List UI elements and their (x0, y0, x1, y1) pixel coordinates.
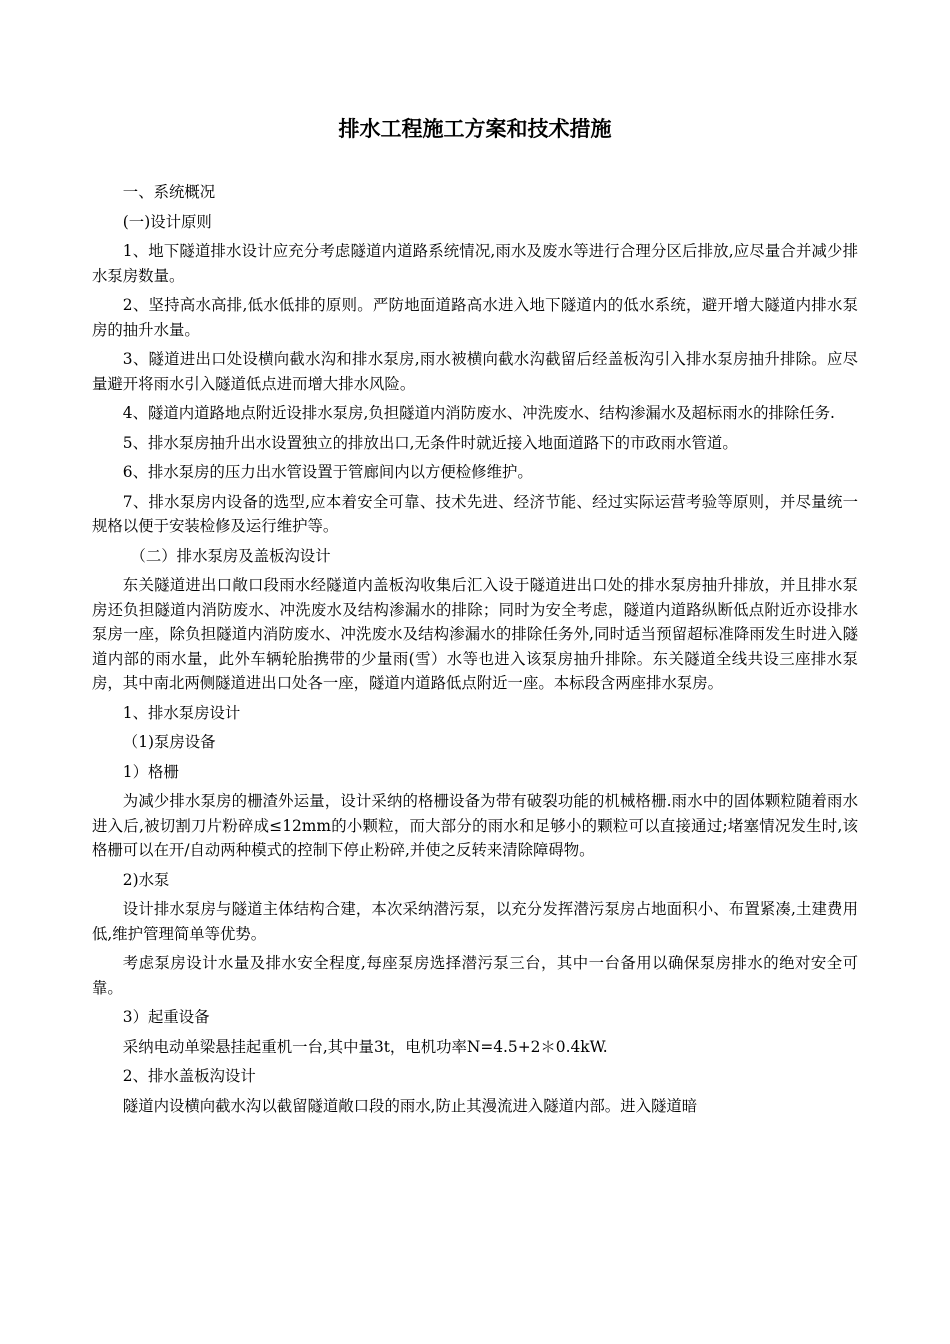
body-paragraph: 4、隧道内道路地点附近设排水泵房,负担隧道内消防废水、冲洗废水、结构渗漏水及超标雨水的排除任务. (122, 404, 835, 422)
document-page (92, 0, 858, 1344)
body-paragraph: 设计排水泵房与隧道主体结构合建，本次采纳潜污泵，以充分发挥潜污泵房占地面积小、布置紧凑,土建费用低,维护管理简单等优势。 (92, 900, 858, 943)
section-heading: 一、系统概况 (122, 183, 216, 201)
item-heading: 1、排水泵房设计 (122, 703, 241, 722)
body-paragraph: 隧道内设横向截水沟以截留隧道敞口段的雨水,防止其漫流进入隧道内部。进入隧道暗 (122, 1096, 698, 1115)
item-heading: （1)泵房设备 (122, 733, 216, 751)
body-paragraph: 5、排水泵房抽升出水设置独立的排放出口,无条件时就近接入地面道路下的市政雨水管道。 (122, 433, 738, 452)
body-paragraph: 东关隧道进出口敞口段雨水经隧道内盖板沟收集后汇入设于隧道进出口处的排水泵房抽升排放，并且排水泵房还负担隧道内消防废水、冲洗废水及结构渗漏水的排除；同时为安全考虑，隧道内道路纵断低点附近亦设排水泵房一座，除负担隧道内消防废水、冲洗废水及结构渗漏水的排除任务外,同时适当预留超标准降雨发生时进入隧道内部的雨水量，此外车辆轮胎携带的少量雨(雪）水等也进入该泵房抽升排除。东关隧道全线共设三座排水泵房，其中南北两侧隧道进出口处各一座，隧道内道路低点附近一座。本标段含两座排水泵房。 (92, 576, 858, 692)
subsection-heading: (一)设计原则 (122, 212, 212, 231)
item-heading: 1）格栅 (122, 762, 179, 781)
body-paragraph: 1、地下隧道排水设计应充分考虑隧道内道路系统情况,雨水及废水等进行合理分区后排放,应尽量合并减少排水泵房数量。 (92, 242, 858, 285)
document-body (92, 180, 858, 1123)
body-paragraph: 采纳电动单梁悬挂起重机一台,其中量3t，电机功率N=4.5+2＊0.4kW. (122, 1037, 608, 1056)
body-paragraph: 3、隧道进出口处设横向截水沟和排水泵房,雨水被横向截水沟截留后经盖板沟引入排水泵房抽升排除。应尽量避开将雨水引入隧道低点进而增大排水风险。 (92, 350, 858, 393)
body-paragraph: 7、排水泵房内设备的选型,应本着安全可靠、技术先进、经济节能、经过实际运营考验等原则，并尽量统一规格以便于安装检修及运行维护等。 (92, 492, 858, 535)
body-paragraph: 考虑泵房设计水量及排水安全程度,每座泵房选择潜污泵三台，其中一台备用以确保泵房排水的绝对安全可靠。 (92, 954, 858, 997)
item-heading: 2)水泵 (122, 870, 170, 889)
item-heading: 2、排水盖板沟设计 (122, 1067, 256, 1085)
body-paragraph: 6、排水泵房的压力出水管设置于管廊间内以方便检修维护。 (122, 463, 533, 481)
document-title: 排水工程施工方案和技术措施 (338, 117, 612, 141)
body-paragraph: 为减少排水泵房的栅渣外运量，设计采纳的格栅设备为带有破裂功能的机械格栅.雨水中的固体颗粒随着雨水进入后,被切割刀片粉碎成≤12mm的小颗粒，而大部分的雨水和足够小的颗粒可以直接通过;堵塞情况发生时,该格栅可以在开/自动两种模式的控制下停止粉碎,并使之反转来清除障碍物。 (92, 792, 858, 859)
item-heading: 3）起重设备 (122, 1008, 210, 1026)
body-paragraph: 2、坚持高水高排,低水低排的原则。严防地面道路高水进入地下隧道内的低水系统，避开增大隧道内排水泵房的抽升水量。 (92, 296, 858, 339)
subsection-heading: （二）排水泵房及盖板沟设计 (130, 546, 331, 565)
